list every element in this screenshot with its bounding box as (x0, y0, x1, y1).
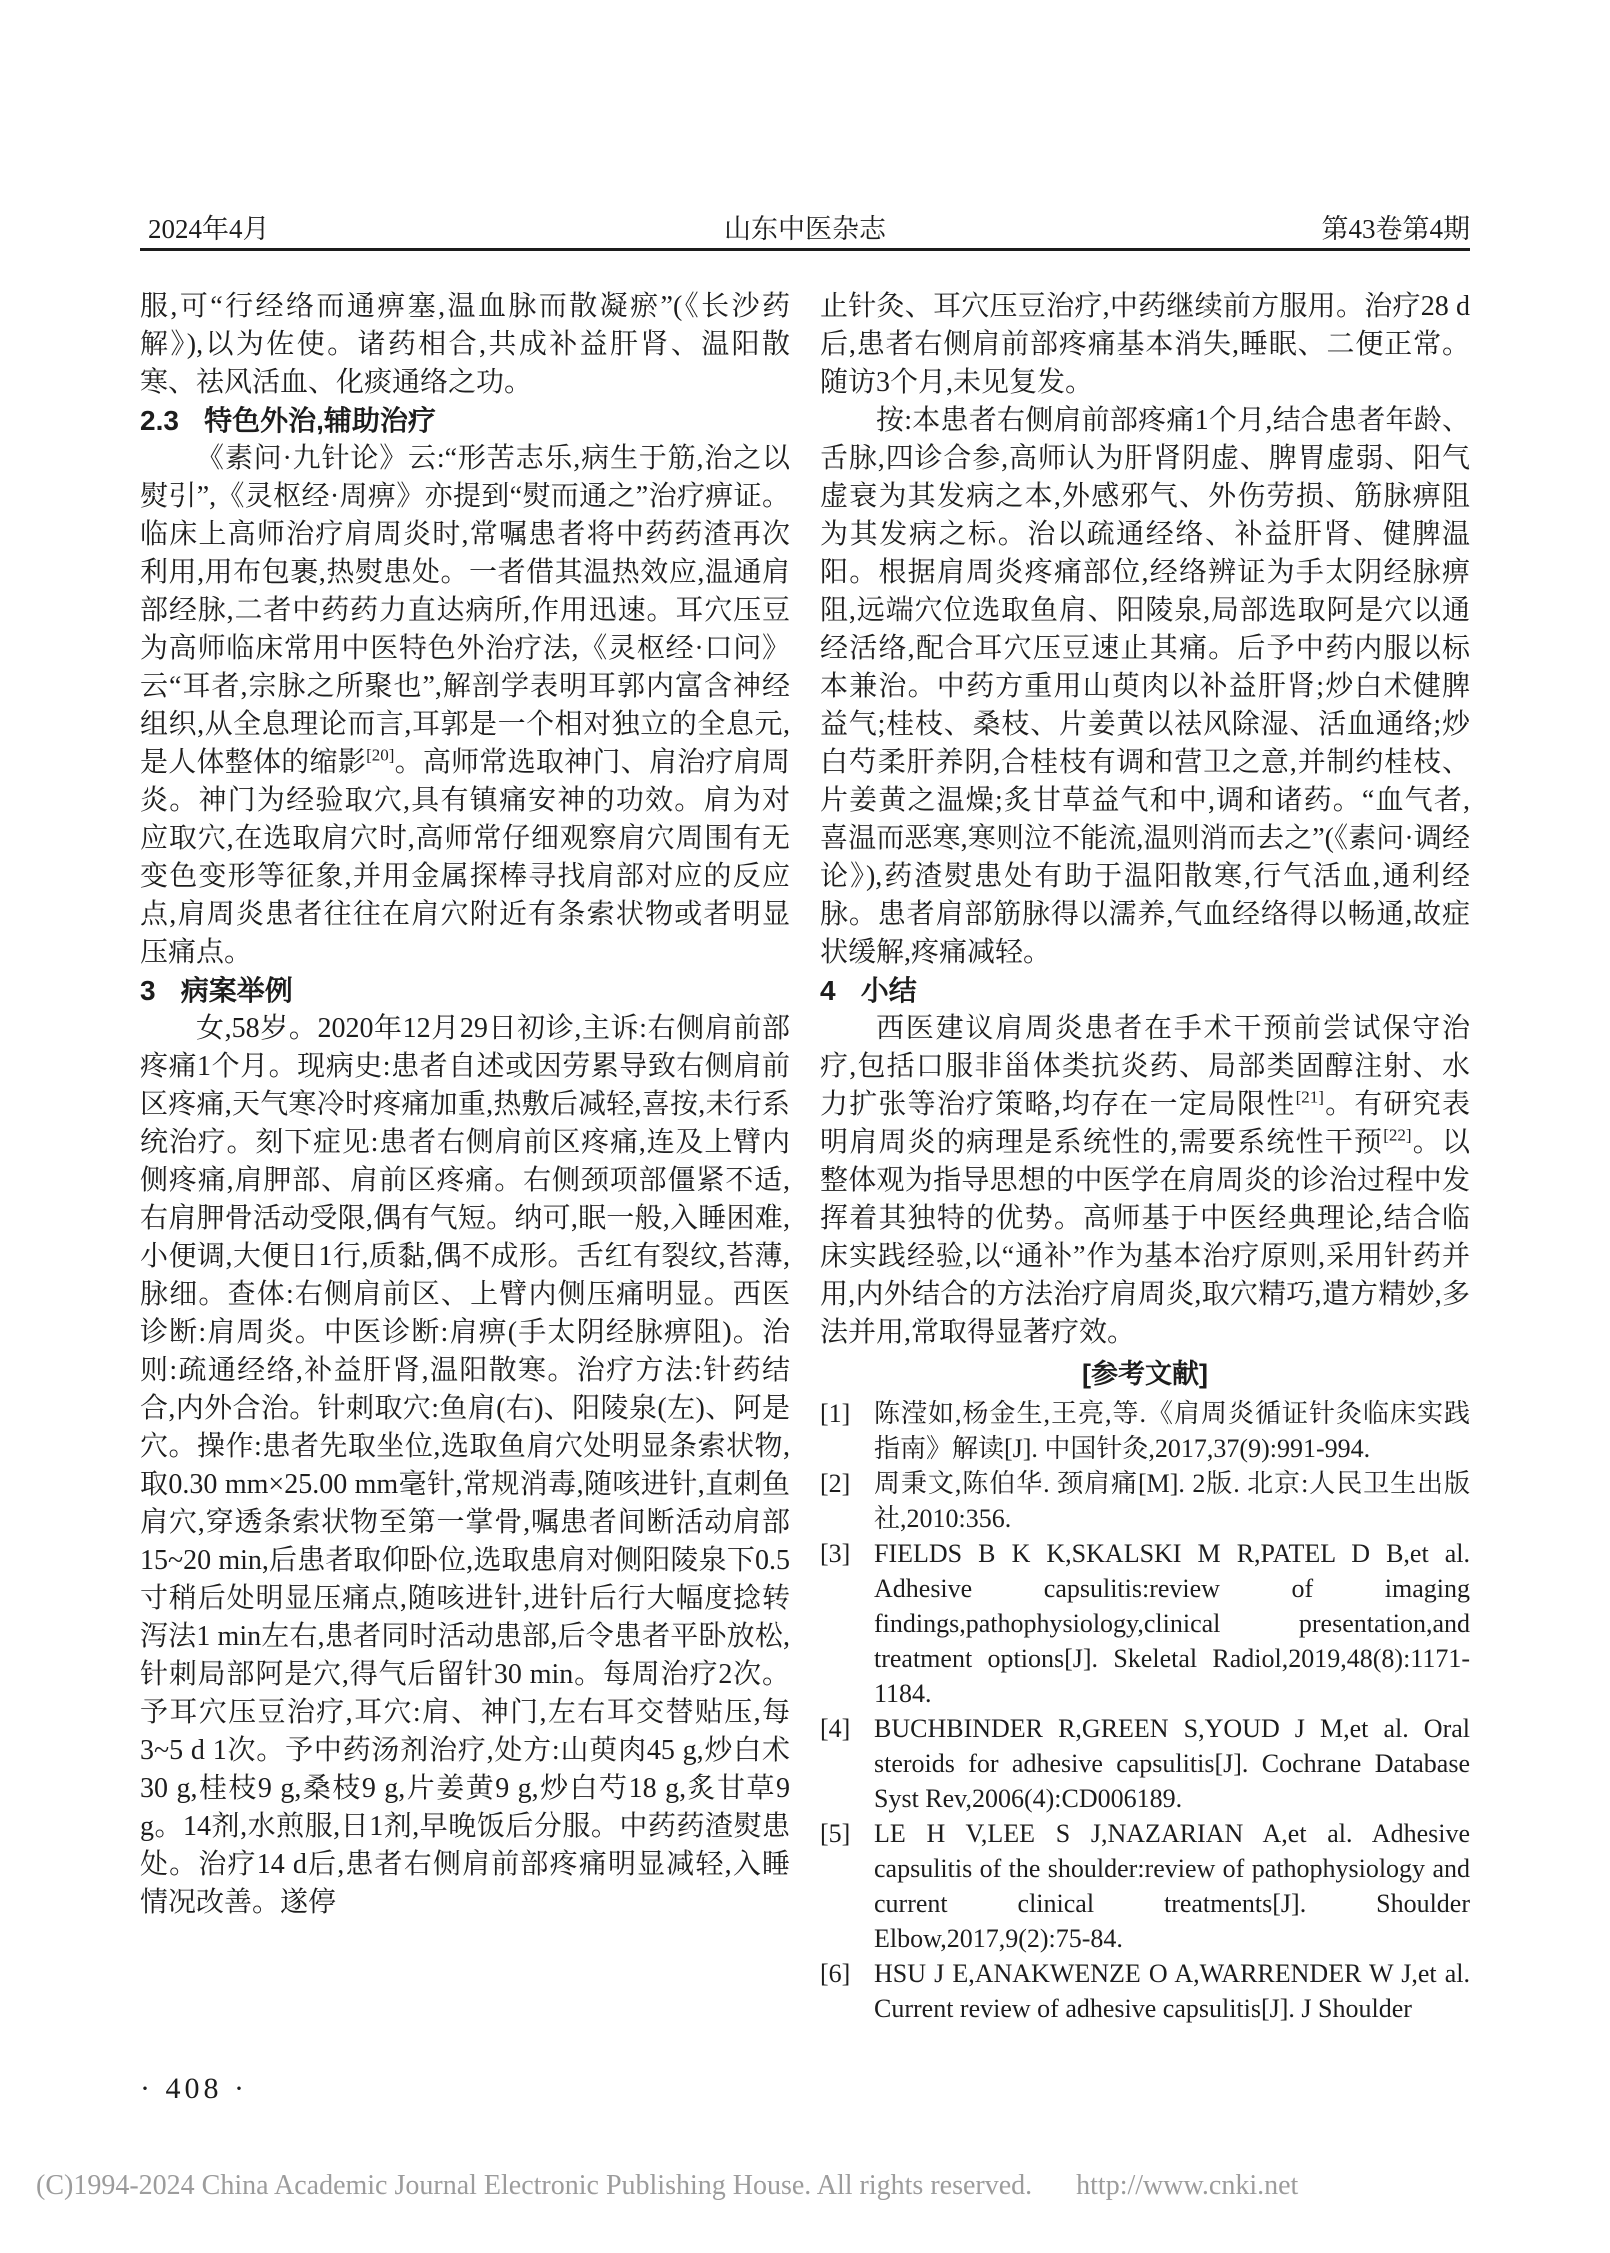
page-number: · 408 · (140, 2072, 248, 2105)
citation-ref-21: [21] (1295, 1087, 1324, 1107)
section-number: 4 (820, 975, 836, 1006)
section-number: 3 (140, 975, 156, 1006)
section-number: 2.3 (140, 405, 179, 436)
reference-item (820, 1711, 1470, 1816)
paragraph-summary (820, 1010, 1470, 1352)
section-heading-2-3 (140, 402, 790, 440)
reference-text: FIELDS B K K,SKALSKI M R,PATEL D B,et al. Adhesive capsulitis:review of imaging findings,pathophysiology,clinical presentation,and treatment options[J]. Skeletal Radiol,2019,48(8):1171-1184. (874, 1539, 1470, 1708)
copyright-text: (C)1994-2024 China Academic Journal Electronic Publishing House. All rights reserved. (36, 2170, 1033, 2201)
header-journal-title: 山东中医杂志 (724, 214, 886, 244)
page-header (140, 212, 1470, 246)
header-date: 2024年4月 (148, 214, 270, 244)
paragraph-text: 。以整体观为指导思想的中医学在肩周炎的诊治过程中发挥着其独特的优势。高师基于中医经典理论,结合临床实践经验,以“通补”作为基本治疗原则,采用针药并用,内外结合的方法治疗肩周炎,取穴精巧,遣方精妙,多法并用,常取得显著疗效。 (820, 1127, 1470, 1348)
left-column (140, 288, 790, 2026)
reference-text: BUCHBINDER R,GREEN S,YOUD J M,et al. Oral steroids for adhesive capsulitis[J]. Cochrane Database Syst Rev,2006(4):CD006189. (874, 1714, 1470, 1813)
paragraph-text: 。有研究表明肩周炎的病理是系统性的,需要系统性干预 (820, 1089, 1470, 1158)
reference-item (820, 1396, 1470, 1466)
paragraph-case-report-end: 止针灸、耳穴压豆治疗,中药继续前方服用。治疗28 d后,患者右侧肩前部疼痛基本消失,睡眠、二便正常。随访3个月,未见复发。 (820, 291, 1470, 398)
reference-item (820, 1816, 1470, 1956)
right-column (820, 288, 1470, 2026)
copyright-notice (36, 2170, 1298, 2202)
paragraph-text: 。高师常选取神门、肩治疗肩周炎。神门为经验取穴,具有镇痛安神的功效。肩为对应取穴,在选取肩穴时,高师常仔细观察肩穴周围有无变色变形等征象,并用金属探棒寻找肩部对应的反应点,肩周炎患者往往在肩穴附近有条索状物或者明显压痛点。 (140, 747, 790, 968)
paragraph-text: 《素问·九针论》云:“形苦志乐,病生于筋,治之以熨引”,《灵枢经·周痹》亦提到“熨而通之”治疗痹证。临床上高师治疗肩周炎时,常嘱患者将中药药渣再次利用,用布包裹,热熨患处。一者借其温热效应,温通肩部经脉,二者中药药力直达病所,作用迅速。耳穴压豆为高师临床常用中医特色外治疗法,《灵枢经·口问》云“耳者,宗脉之所聚也”,解剖学表明耳郭内富含神经组织,从全息理论而言,耳郭是一个相对独立的全息元,是人体整体的缩影 (140, 443, 790, 778)
reference-item (820, 1536, 1470, 1711)
section-title: 小结 (860, 975, 917, 1006)
reference-text: HSU J E,ANAKWENZE O A,WARRENDER W J,et al. Current review of adhesive capsulitis[J]. J Shoulder (874, 1959, 1470, 2023)
reference-item (820, 1466, 1470, 1536)
reference-number: [6] (820, 1959, 851, 1988)
cnki-url: http://www.cnki.net (1076, 2170, 1299, 2201)
article-body (140, 288, 1470, 2026)
reference-text: LE H V,LEE S J,NAZARIAN A,et al. Adhesive capsulitis of the shoulder:review of pathophysiology and current clinical treatments[J]. Shoulder Elbow,2017,9(2):75-84. (874, 1819, 1470, 1953)
section-heading-4 (820, 972, 1470, 1010)
paragraph-commentary: 按:本患者右侧肩前部疼痛1个月,结合患者年龄、舌脉,四诊合参,高师认为肝肾阴虚、脾胃虚弱、阳气虚衰为其发病之本,外感邪气、外伤劳损、筋脉痹阻为其发病之标。治以疏通经络、补益肝肾、健脾温阳。根据肩周炎疼痛部位,经络辨证为手太阴经脉痹阻,远端穴位选取鱼肩、阳陵泉,局部选取阿是穴以通经活络,配合耳穴压豆速止其痛。后予中药内服以标本兼治。中药方重用山萸肉以补益肝肾;炒白术健脾益气;桂枝、桑枝、片姜黄以祛风除湿、活血通络;炒白芍柔肝养阴,合桂枝有调和营卫之意,并制约桂枝、片姜黄之温燥;炙甘草益气和中,调和诸药。“血气者,喜温而恶寒,寒则泣不能流,温则消而去之”(《素问·调经论》),药渣熨患处有助于温阳散寒,行气活血,通利经脉。患者肩部筋脉得以濡养,气血经络得以畅通,故症状缓解,疼痛减轻。 (820, 405, 1470, 968)
header-issue: 第43卷第4期 (1321, 214, 1470, 244)
citation-ref-20: [20] (366, 745, 395, 765)
reference-number: [2] (820, 1469, 851, 1498)
references-heading: [参考文献] (1082, 1359, 1208, 1389)
section-title: 病案举例 (180, 975, 293, 1006)
section-title: 特色外治,辅助治疗 (204, 405, 436, 436)
reference-number: [3] (820, 1539, 851, 1568)
reference-number: [1] (820, 1399, 851, 1428)
paragraph-discussion-continuation: 服,可“行经络而通痹塞,温血脉而散凝瘀”(《长沙药解》),以为佐使。诸药相合,共成补益肝肾、温阳散寒、祛风活血、化痰通络之功。 (140, 291, 790, 398)
reference-number: [4] (820, 1714, 851, 1743)
reference-text: 陈滢如,杨金生,王亮,等.《肩周炎循证针灸临床实践指南》解读[J]. 中国针灸,2017,37(9):991-994. (874, 1399, 1470, 1463)
paragraph-external-treatment (140, 440, 790, 972)
reference-number: [5] (820, 1819, 851, 1848)
header-rule (140, 248, 1470, 251)
section-heading-3 (140, 972, 790, 1010)
reference-item (820, 1956, 1470, 2026)
paragraph-text: 西医建议肩周炎患者在手术干预前尝试保守治疗,包括口服非甾体类抗炎药、局部类固醇注射、水力扩张等治疗策略,均存在一定局限性 (820, 1013, 1470, 1120)
paragraph-case-report: 女,58岁。2020年12月29日初诊,主诉:右侧肩前部疼痛1个月。现病史:患者自述或因劳累导致右侧肩前区疼痛,天气寒冷时疼痛加重,热敷后减轻,喜按,未行系统治疗。刻下症见:患者右侧肩前区疼痛,连及上臂内侧疼痛,肩胛部、肩前区疼痛。右侧颈项部僵紧不适,右肩胛骨活动受限,偶有气短。纳可,眠一般,入睡困难,小便调,大便日1行,质黏,偶不成形。舌红有裂纹,苔薄,脉细。查体:右侧肩前区、上臂内侧压痛明显。西医诊断:肩周炎。中医诊断:肩痹(手太阴经脉痹阻)。治则:疏通经络,补益肝肾,温阳散寒。治疗方法:针药结合,内外合治。针刺取穴:鱼肩(右)、阳陵泉(左)、阿是穴。操作:患者先取坐位,选取鱼肩穴处明显条索状物,取0.30 mm×25.00 mm毫针,常规消毒,随咳进针,直刺鱼肩穴,穿透条索状物至第一掌骨,嘱患者间断活动肩部15~20 min,后患者取仰卧位,选取患肩对侧阳陵泉下0.5寸稍后处明显压痛点,随咳进针,进针后行大幅度捻转泻法1 min左右,患者同时活动患部,后令患者平卧放松,针刺局部阿是穴,得气后留针30 min。每周治疗2次。予耳穴压豆治疗,耳穴:肩、神门,左右耳交替贴压,每3~5 d 1次。予中药汤剂治疗,处方:山萸肉45 g,炒白术30 g,桂枝9 g,桑枝9 g,片姜黄9 g,炒白芍18 g,炙甘草9 g。14剂,水煎服,日1剂,早晚饭后分服。中药药渣熨患处。治疗14 d后,患者右侧肩前部疼痛明显减轻,入睡情况改善。遂停 (140, 1013, 790, 1918)
reference-text: 周秉文,陈伯华. 颈肩痛[M]. 2版. 北京:人民卫生出版社,2010:356. (874, 1469, 1470, 1533)
citation-ref-22: [22] (1383, 1125, 1412, 1145)
